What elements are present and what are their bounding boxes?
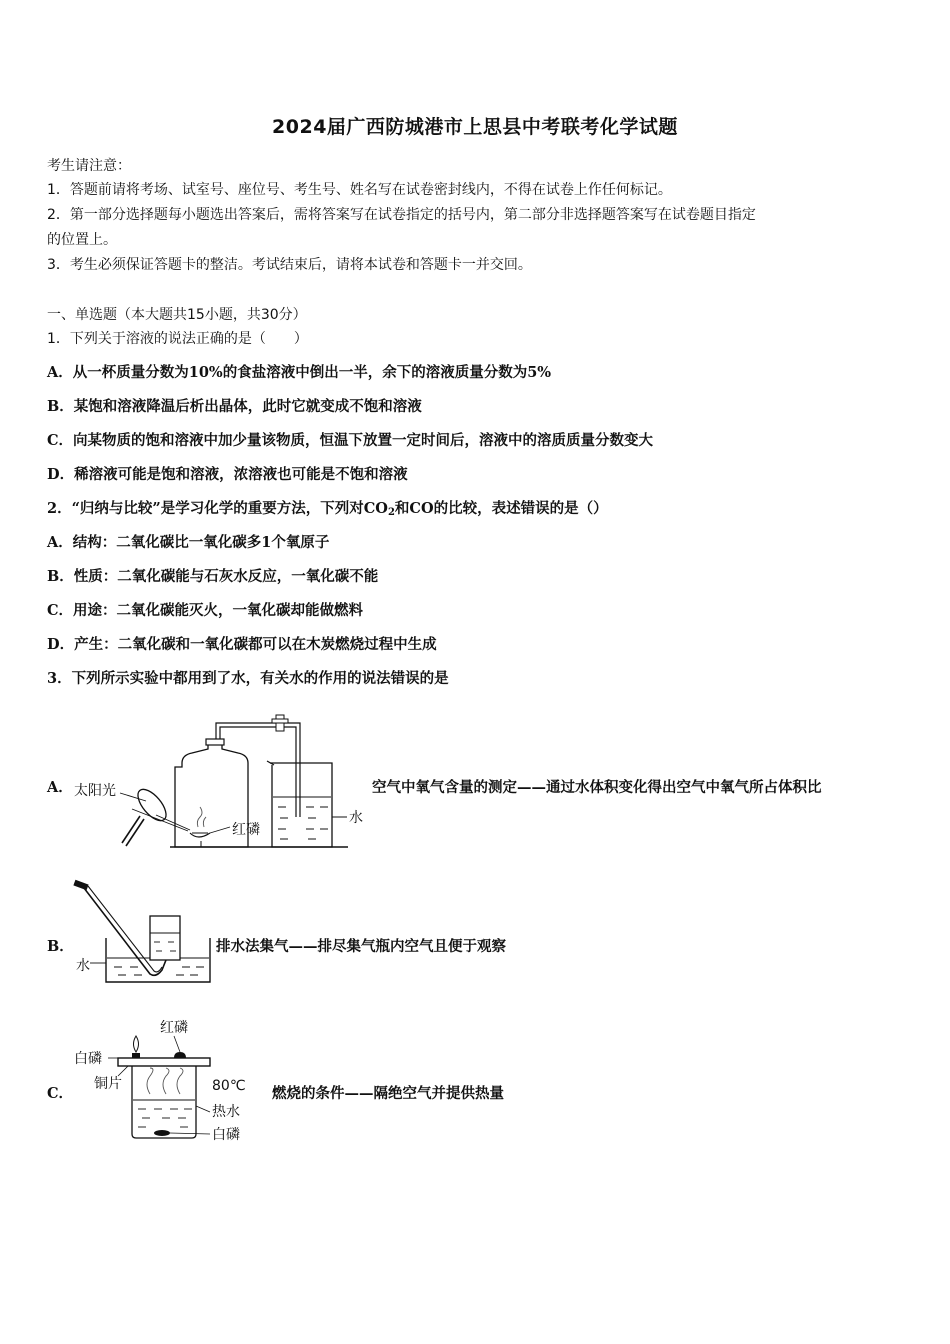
q3-option-c-letter: C．	[47, 1085, 74, 1102]
section-heading: 一、单选题（本大题共15小题，共30分）	[47, 307, 307, 323]
label-red-phosphorus-c: 红磷	[160, 1020, 188, 1036]
q3-option-b-figure	[70, 878, 215, 993]
q3-option-c-figure	[70, 1012, 270, 1147]
label-temperature: 80℃	[212, 1078, 246, 1094]
q2-option-d: D．产生：二氧化碳和一氧化碳都可以在木炭燃烧过程中生成	[47, 636, 437, 653]
label-water-b: 水	[76, 958, 90, 974]
notice-item-2-cont: 的位置上。	[47, 232, 117, 248]
label-sunlight: 太阳光	[74, 783, 116, 799]
label-red-phosphorus: 红磷	[232, 822, 260, 838]
notice-heading: 考生请注意：	[47, 158, 131, 174]
q3-option-b-desc: 排水法集气——排尽集气瓶内空气且便于观察	[216, 938, 506, 955]
q3-stem: 3．下列所示实验中都用到了水，有关水的作用的说法错误的是	[47, 670, 449, 687]
q2-option-c: C．用途：二氧化碳能灭火，一氧化碳却能做燃料	[47, 602, 364, 619]
q2-option-a: A．结构：二氧化碳比一氧化碳多1个氧原子	[47, 534, 330, 551]
label-water: 水	[349, 810, 363, 826]
q1-option-c: C．向某物质的饱和溶液中加少量该物质，恒温下放置一定时间后，溶液中的溶质质量分数变大	[47, 432, 654, 449]
q1-option-a: A．从一杯质量分数为10%的食盐溶液中倒出一半，余下的溶液质量分数为5%	[47, 364, 552, 381]
q3-option-a-figure	[70, 705, 370, 860]
label-hot-water: 热水	[212, 1104, 240, 1120]
q3-option-c-desc: 燃烧的条件——隔绝空气并提供热量	[272, 1085, 504, 1102]
q1-stem: 1．下列关于溶液的说法正确的是（ ）	[47, 331, 308, 347]
q3-option-a-desc: 空气中氧气含量的测定——通过水体积变化得出空气中氧气所占体积比	[372, 779, 822, 796]
label-white-phosphorus-bottom: 白磷	[212, 1127, 240, 1143]
notice-item-1: 1．答题前请将考场、试室号、座位号、考生号、姓名写在试卷密封线内，不得在试卷上作任何标记。	[47, 182, 672, 198]
q3-option-b-letter: B．	[47, 938, 74, 955]
label-white-phosphorus-top: 白磷	[74, 1051, 102, 1067]
page-title: 2024届广西防城港市上思县中考联考化学试题	[272, 116, 678, 138]
label-copper-sheet: 铜片	[94, 1076, 122, 1092]
notice-item-2: 2．第一部分选择题每小题选出答案后，需将答案写在试卷指定的括号内，第二部分非选择题答案写在试卷题目指定	[47, 207, 756, 223]
q2-option-b: B．性质：二氧化碳能与石灰水反应，一氧化碳不能	[47, 568, 379, 585]
q1-option-d: D．稀溶液可能是饱和溶液，浓溶液也可能是不饱和溶液	[47, 466, 408, 483]
notice-item-3: 3．考生必须保证答题卡的整洁。考试结束后，请将本试卷和答题卡一并交回。	[47, 257, 532, 273]
q2-stem: 2．“归纳与比较”是学习化学的重要方法，下列对$CO_2$和CO的比较，表述错误的是（）	[47, 500, 608, 518]
q3-option-a-letter: A．	[47, 779, 73, 796]
q1-option-b: B．某饱和溶液降温后析出晶体，此时它就变成不饱和溶液	[47, 398, 422, 415]
